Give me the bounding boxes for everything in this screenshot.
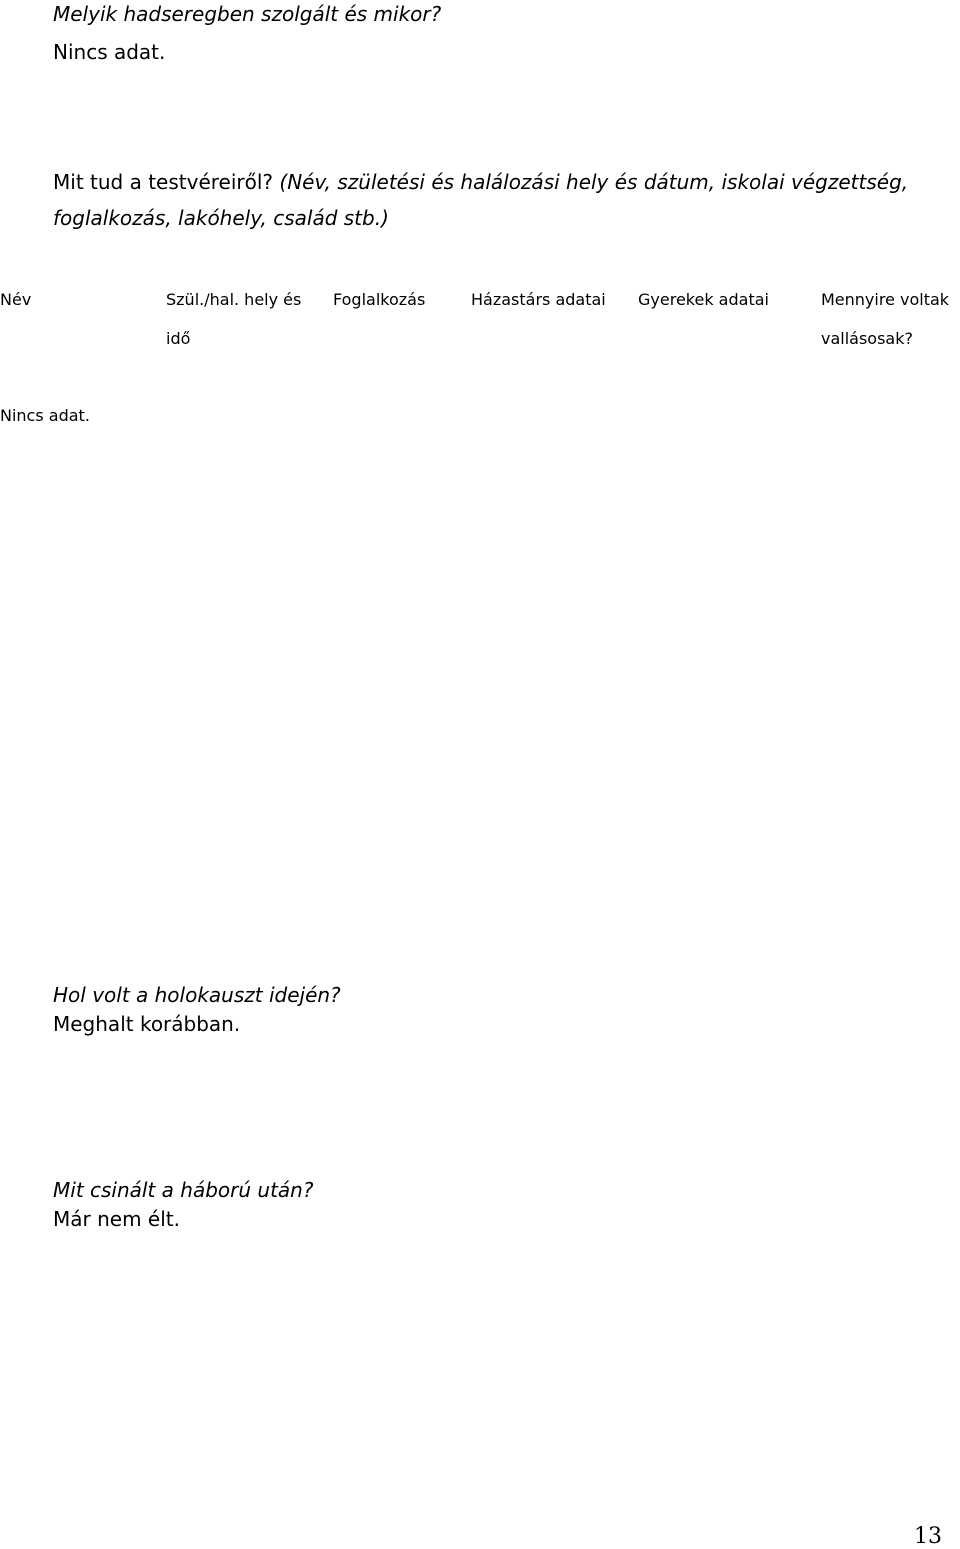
question-army: Melyik hadseregben szolgált és mikor? [53, 2, 442, 26]
question-siblings-italic: (Név, születési és halálozási hely és dátum, iskolai végzettség, foglalkozás, lakóhely, család stb.) [53, 170, 909, 230]
header-religiousness: Mennyire voltak [821, 290, 950, 309]
answer-army: Nincs adat. [53, 40, 166, 64]
header-occupation: Foglalkozás [333, 290, 426, 309]
question-siblings [53, 164, 933, 236]
question-after-war: Mit csinált a háború után? [53, 1178, 314, 1202]
answer-holocaust: Meghalt korábban. [53, 1012, 241, 1036]
table-empty-text: Nincs adat. [0, 406, 90, 425]
header-spouse: Házastárs adatai [471, 290, 606, 309]
header-birth-death-line2: idő [166, 329, 191, 348]
page-number: 13 [914, 1524, 942, 1549]
answer-after-war: Már nem élt. [53, 1207, 180, 1231]
header-children: Gyerekek adatai [638, 290, 769, 309]
question-holocaust: Hol volt a holokauszt idején? [53, 983, 341, 1007]
header-birth-death: Szül./hal. hely és [166, 290, 302, 309]
header-religiousness-line2: vallásosak? [821, 329, 913, 348]
question-siblings-plain: Mit tud a testvéreiről? [53, 170, 274, 194]
header-name: Név [0, 290, 32, 309]
